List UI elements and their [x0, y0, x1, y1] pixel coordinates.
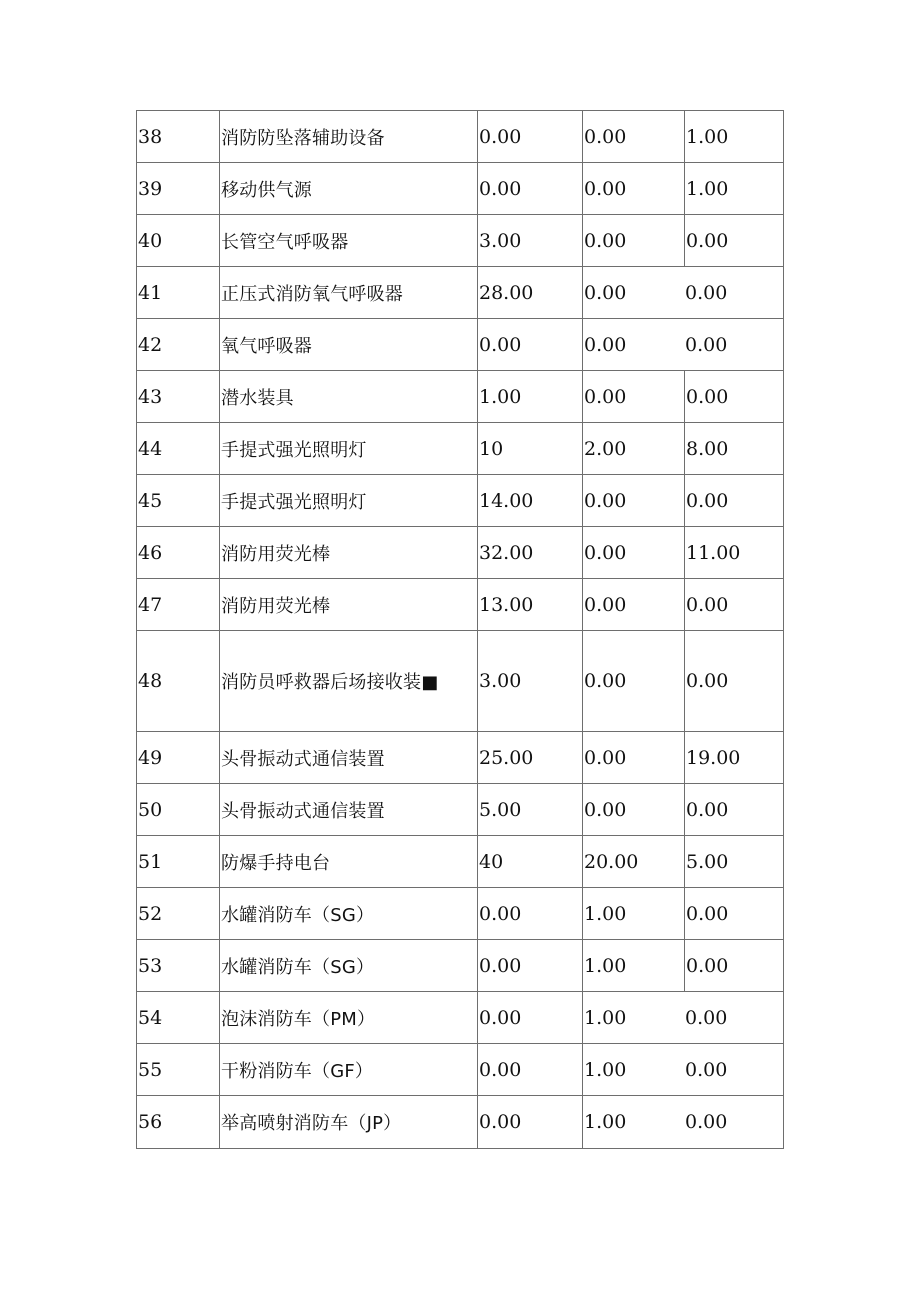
- row-number-cell: 55: [138, 1058, 163, 1081]
- table-row: [136, 578, 784, 630]
- row-number-cell: 40: [138, 229, 163, 252]
- value-3-cell: 0.00: [684, 631, 784, 731]
- value-1-cell: 0.00: [477, 992, 582, 1043]
- item-name-cell: 手提式强光照明灯: [219, 475, 477, 526]
- value-1-cell: 5.00: [477, 784, 582, 835]
- row-number-cell: 44: [138, 437, 163, 460]
- item-name-cell: 消防防坠落辅助设备: [219, 111, 477, 162]
- value-2-cell: 2.00: [582, 423, 684, 474]
- value-2-cell: 0.00: [582, 475, 684, 526]
- item-name-cell: 氧气呼吸器: [219, 319, 477, 370]
- row-number-cell: 41: [138, 281, 163, 304]
- item-name-cell: 头骨振动式通信装置: [219, 732, 477, 783]
- item-name-cell: 泡沫消防车（PM）: [219, 992, 477, 1043]
- row-number-cell: 47: [138, 593, 163, 616]
- value-3-cell: 0.00: [685, 333, 728, 356]
- value-1-cell: 13.00: [477, 579, 582, 630]
- value-2-cell: 0.00: [582, 371, 684, 422]
- value-2-cell: 0.00: [582, 579, 684, 630]
- item-name-cell: 举高喷射消防车（JP）: [219, 1096, 477, 1148]
- value-2-cell: 1.00: [582, 940, 684, 991]
- table-row: [136, 526, 784, 578]
- item-name-cell: 干粉消防车（GF）: [219, 1044, 477, 1095]
- table-row: [136, 370, 784, 422]
- value-2-cell: 0.00: [582, 784, 684, 835]
- value-1-cell: 1.00: [477, 371, 582, 422]
- value-2-cell: 1.00: [582, 888, 684, 939]
- table-row: [136, 162, 784, 214]
- value-3-cell: 0.00: [684, 579, 784, 630]
- table-row: [136, 731, 784, 783]
- row-number-cell: 49: [138, 746, 163, 769]
- table-row: [136, 474, 784, 526]
- value-2-cell: 0.00: [582, 527, 684, 578]
- row-number-cell: 48: [138, 670, 163, 692]
- row-number-cell: 42: [138, 333, 163, 356]
- row-number-cell: 38: [138, 125, 163, 148]
- row-number-cell: 51: [138, 850, 163, 873]
- table-row: [136, 783, 784, 835]
- item-name-cell: 手提式强光照明灯: [219, 423, 477, 474]
- table-row: [136, 110, 784, 162]
- value-3-cell: 0.00: [685, 1006, 728, 1029]
- table-row: [136, 630, 784, 731]
- value-2-cell: 0.00: [582, 267, 684, 318]
- value-2-cell: 0.00: [582, 111, 684, 162]
- value-1-cell: 0.00: [477, 319, 582, 370]
- row-number-cell: 56: [138, 1111, 163, 1133]
- item-name-cell: 消防用荧光棒: [219, 527, 477, 578]
- table-row: [136, 939, 784, 991]
- table-row: [136, 214, 784, 266]
- row-number-cell: 43: [138, 385, 163, 408]
- item-name-cell: 水罐消防车（SG）: [219, 888, 477, 939]
- value-3-cell: 0.00: [684, 215, 784, 266]
- item-name-cell: 长管空气呼吸器: [219, 215, 477, 266]
- value-2-cell: 1.00: [582, 992, 684, 1043]
- value-2-cell: 0.00: [582, 631, 684, 731]
- value-3-cell: 0.00: [685, 1111, 728, 1133]
- table-row: [136, 318, 784, 370]
- item-name-cell: 正压式消防氧气呼吸器: [219, 267, 477, 318]
- value-3-cell: 11.00: [684, 527, 784, 578]
- value-1-cell: 3.00: [477, 631, 582, 731]
- value-3-cell: 0.00: [684, 475, 784, 526]
- equipment-table: [136, 110, 784, 1149]
- item-name-cell: 水罐消防车（SG）: [219, 940, 477, 991]
- value-3-cell: 5.00: [684, 836, 784, 887]
- value-1-cell: 40: [477, 836, 582, 887]
- value-1-cell: 3.00: [477, 215, 582, 266]
- value-3-cell: 1.00: [684, 111, 784, 162]
- row-number-cell: 39: [138, 177, 163, 200]
- value-3-cell: 8.00: [684, 423, 784, 474]
- row-number-cell: 46: [138, 541, 163, 564]
- value-3-cell: 0.00: [684, 371, 784, 422]
- value-1-cell: 28.00: [477, 267, 582, 318]
- value-3-cell: 1.00: [684, 163, 784, 214]
- table-row: [136, 422, 784, 474]
- table-row: [136, 266, 784, 318]
- value-1-cell: 0.00: [477, 940, 582, 991]
- table-row: [136, 1043, 784, 1095]
- value-1-cell: 0.00: [477, 1044, 582, 1095]
- value-1-cell: 0.00: [477, 111, 582, 162]
- row-number-cell: 53: [138, 954, 163, 977]
- item-name-cell: 潜水装具: [219, 371, 477, 422]
- row-number-cell: 45: [138, 489, 163, 512]
- value-2-cell: 0.00: [582, 163, 684, 214]
- table-row: [136, 887, 784, 939]
- value-3-cell: 0.00: [684, 940, 784, 991]
- value-1-cell: 0.00: [477, 1096, 582, 1148]
- table-row: [136, 991, 784, 1043]
- row-number-cell: 52: [138, 902, 163, 925]
- item-name-cell: 移动供气源: [219, 163, 477, 214]
- value-2-cell: 1.00: [582, 1044, 684, 1095]
- row-number-cell: 50: [138, 798, 163, 821]
- item-name-cell: 防爆手持电台: [219, 836, 477, 887]
- value-2-cell: 20.00: [582, 836, 684, 887]
- value-1-cell: 25.00: [477, 732, 582, 783]
- table-row: [136, 835, 784, 887]
- value-1-cell: 0.00: [477, 888, 582, 939]
- value-1-cell: 32.00: [477, 527, 582, 578]
- row-number-cell: 54: [138, 1006, 163, 1029]
- value-2-cell: 0.00: [582, 319, 684, 370]
- value-2-cell: 1.00: [582, 1096, 684, 1148]
- value-2-cell: 0.00: [582, 732, 684, 783]
- value-1-cell: 10: [477, 423, 582, 474]
- item-name-cell: 消防用荧光棒: [219, 579, 477, 630]
- table-row: [136, 1095, 784, 1149]
- value-3-cell: 0.00: [684, 888, 784, 939]
- value-3-cell: 0.00: [685, 281, 728, 304]
- value-3-cell: 19.00: [684, 732, 784, 783]
- item-name-cell: 头骨振动式通信装置: [219, 784, 477, 835]
- value-2-cell: 0.00: [582, 215, 684, 266]
- value-1-cell: 14.00: [477, 475, 582, 526]
- value-3-cell: 0.00: [685, 1058, 728, 1081]
- value-3-cell: 0.00: [684, 784, 784, 835]
- value-1-cell: 0.00: [477, 163, 582, 214]
- item-name-cell: 消防员呼救器后场接收装■: [219, 631, 477, 731]
